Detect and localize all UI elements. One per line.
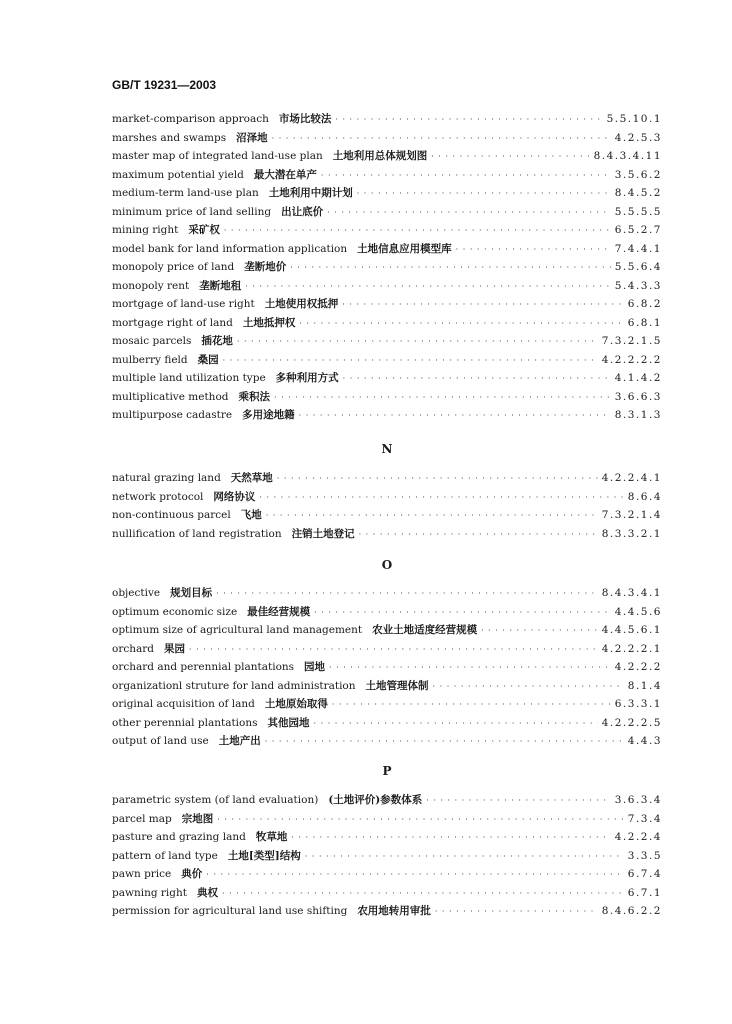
- entry-english-term: marshes and swamps: [112, 131, 227, 144]
- entry-clause-number: 4.2.2.4.1: [601, 472, 662, 484]
- entry-english-term: pawning right: [112, 886, 187, 899]
- index-entry: [112, 389, 662, 408]
- entry-chinese-term: 多种利用方式: [275, 372, 339, 384]
- section-letter-heading: N: [381, 442, 393, 456]
- entry-clause-number: 4.2.2.2.5: [601, 716, 662, 729]
- entry-chinese-term: 牧草地: [255, 831, 288, 843]
- entry-clause-number: 4.2.2.2.2: [601, 353, 662, 366]
- entry-chinese-term: 其他园地: [267, 716, 310, 729]
- entry-chinese-term: 土地原始取得: [264, 698, 328, 710]
- dot-leader: [343, 372, 611, 384]
- entry-english-term: mosaic parcels: [112, 335, 192, 347]
- index-entry: [112, 733, 662, 752]
- entry-english-term: orchard and perennial plantations: [112, 661, 295, 673]
- dot-leader: [327, 206, 611, 218]
- index-entry: [112, 296, 662, 315]
- entry-clause-number: 7.3.4: [627, 812, 662, 825]
- standard-number-header: GB/T 19231—2003: [112, 78, 217, 92]
- dot-leader: [277, 472, 598, 484]
- entry-clause-number: 5.5.10.1: [606, 113, 662, 125]
- section-p-entries: [112, 792, 662, 922]
- entry-clause-number: 4.2.2.4: [614, 831, 662, 843]
- index-entry: [112, 641, 662, 660]
- dot-leader: [314, 717, 598, 729]
- dot-leader: [189, 643, 598, 655]
- entry-chinese-term: 土地利用总体规划图: [332, 150, 428, 162]
- entry-chinese-term: 土地使用权抵押: [264, 298, 339, 310]
- dot-leader: [314, 606, 611, 618]
- entry-chinese-term: 注销土地登记: [291, 527, 355, 540]
- index-entry: [112, 829, 662, 848]
- index-entry: [112, 278, 662, 297]
- entry-english-term: parcel map: [112, 812, 172, 825]
- index-entry: [112, 885, 662, 904]
- dot-leader: [357, 187, 611, 199]
- entry-chinese-term: 网络协议: [213, 490, 256, 503]
- entry-english-term: multiple land utilization type: [112, 372, 266, 384]
- dot-leader: [321, 169, 611, 181]
- index-entry: [112, 407, 662, 426]
- entry-english-term: network protocol: [112, 490, 204, 503]
- dot-leader: [329, 661, 611, 673]
- dot-leader: [435, 905, 598, 917]
- index-entry: [112, 489, 662, 508]
- entry-chinese-term: (土地评价)参数体系: [328, 794, 423, 806]
- index-entry: [112, 241, 662, 260]
- section-m-entries: [112, 111, 662, 426]
- index-entry: [112, 866, 662, 885]
- entry-clause-number: 7.3.2.1.5: [601, 335, 662, 347]
- entry-english-term: monopoly price of land: [112, 261, 235, 273]
- dot-leader: [456, 243, 611, 255]
- entry-english-term: multiplicative method: [112, 390, 229, 403]
- index-entry: [112, 222, 662, 241]
- section-o-entries: [112, 585, 662, 752]
- entry-english-term: mortgage right of land: [112, 316, 233, 329]
- entry-chinese-term: 桑园: [197, 353, 219, 366]
- entry-clause-number: 7.3.2.1.4: [601, 509, 662, 521]
- index-entry: [112, 315, 662, 334]
- entry-clause-number: 4.1.4.2: [614, 372, 662, 384]
- entry-english-term: pawn price: [112, 868, 172, 880]
- entry-english-term: market-comparison approach: [112, 113, 269, 125]
- entry-chinese-term: 土地[类型]结构: [227, 849, 301, 862]
- dot-leader: [433, 680, 624, 692]
- entry-english-term: other perennial plantations: [112, 716, 258, 729]
- dot-leader: [299, 409, 611, 421]
- dot-leader: [291, 831, 610, 843]
- dot-leader: [274, 391, 611, 403]
- section-n-entries: [112, 470, 662, 544]
- dot-leader: [223, 354, 598, 366]
- entry-english-term: mining right: [112, 224, 179, 236]
- dot-leader: [359, 528, 598, 540]
- entry-chinese-term: 飞地: [240, 509, 262, 521]
- entry-chinese-term: 农用地转用审批: [357, 905, 431, 917]
- entry-clause-number: 6.8.2: [627, 298, 662, 310]
- entry-clause-number: 3.5.6.2: [614, 168, 662, 181]
- entry-clause-number: 4.4.5.6: [614, 605, 662, 618]
- index-entry: [112, 659, 662, 678]
- entry-english-term: permission for agricultural land use shifting: [112, 905, 348, 917]
- index-entry: [112, 715, 662, 734]
- entry-english-term: medium-term land-use plan: [112, 187, 259, 199]
- index-entry: [112, 792, 662, 811]
- entry-clause-number: 4.2.5.3: [614, 131, 662, 144]
- entry-chinese-term: 典权: [197, 886, 218, 899]
- index-entry: [112, 696, 662, 715]
- entry-english-term: minimum price of land selling: [112, 205, 272, 218]
- entry-english-term: pattern of land type: [112, 849, 218, 862]
- entry-clause-number: 8.6.4: [627, 490, 662, 503]
- entry-clause-number: 4.4.5.6.1: [601, 624, 662, 636]
- entry-clause-number: 3.6.3.4: [614, 794, 662, 806]
- entry-chinese-term: 市场比较法: [278, 113, 332, 125]
- entry-english-term: non-continuous parcel: [112, 509, 231, 521]
- index-entry: [112, 622, 662, 641]
- dot-leader: [272, 132, 611, 144]
- entry-clause-number: 6.7.1: [627, 886, 662, 899]
- entry-english-term: objective: [112, 587, 161, 599]
- entry-clause-number: 4.4.3: [627, 735, 662, 747]
- entry-clause-number: 4.2.2.2.1: [601, 642, 662, 655]
- dot-leader: [335, 113, 602, 125]
- entry-chinese-term: 沼泽地: [236, 131, 268, 144]
- entry-english-term: master map of integrated land-use plan: [112, 150, 323, 162]
- entry-english-term: nullification of land registration: [112, 527, 282, 540]
- index-entry: [112, 507, 662, 526]
- entry-clause-number: 8.3.3.2.1: [601, 527, 662, 540]
- entry-clause-number: 3.6.6.3: [614, 390, 662, 403]
- entry-chinese-term: 土地管理体制: [365, 679, 429, 692]
- entry-chinese-term: 最大潜在单产: [253, 168, 317, 181]
- entry-english-term: organizationl struture for land administration: [112, 679, 356, 692]
- dot-leader: [299, 317, 623, 329]
- entry-chinese-term: 规划目标: [170, 587, 213, 599]
- entry-clause-number: 6.8.1: [627, 316, 662, 329]
- entry-chinese-term: 土地信息应用模型库: [357, 242, 452, 255]
- entry-clause-number: 6.7.4: [627, 868, 662, 880]
- section-letter-heading: P: [382, 764, 392, 778]
- dot-leader: [216, 587, 598, 599]
- index-entry: [112, 678, 662, 697]
- entry-chinese-term: 土地抵押权: [242, 316, 296, 329]
- dot-leader: [259, 491, 623, 503]
- entry-chinese-term: 园地: [304, 661, 326, 673]
- index-entry: [112, 604, 662, 623]
- index-entry: [112, 130, 662, 149]
- entry-english-term: original acquisition of land: [112, 698, 255, 710]
- dot-leader: [237, 335, 598, 347]
- entry-clause-number: 8.4.6.2.2: [601, 905, 662, 917]
- entry-english-term: mortgage of land-use right: [112, 298, 255, 310]
- entry-english-term: multipurpose cadastre: [112, 409, 233, 421]
- entry-chinese-term: 农业土地适度经营规模: [372, 624, 478, 636]
- entry-english-term: orchard: [112, 642, 154, 655]
- index-entry: [112, 903, 662, 922]
- index-entry: [112, 848, 662, 867]
- entry-chinese-term: 土地利用中期计划: [268, 187, 353, 199]
- index-entry: [112, 259, 662, 278]
- entry-clause-number: 8.4.5.2: [614, 187, 662, 199]
- entry-english-term: parametric system (of land evaluation): [112, 794, 319, 806]
- dot-leader: [332, 698, 611, 710]
- entry-chinese-term: 垄断地价: [244, 261, 287, 273]
- entry-chinese-term: 土地产出: [218, 735, 261, 747]
- entry-clause-number: 8.4.3.4.11: [593, 150, 662, 162]
- entry-english-term: model bank for land information application: [112, 242, 348, 255]
- entry-english-term: optimum size of agricultural land management: [112, 624, 363, 636]
- entry-english-term: optimum economic size: [112, 605, 238, 618]
- dot-leader: [431, 150, 589, 162]
- entry-clause-number: 6.3.3.1: [614, 698, 662, 710]
- entry-chinese-term: 天然草地: [230, 472, 273, 484]
- entry-chinese-term: 出让底价: [281, 205, 324, 218]
- dot-leader: [217, 813, 624, 825]
- entry-english-term: maximum potential yield: [112, 168, 244, 181]
- index-entry: [112, 370, 662, 389]
- entry-clause-number: 4.2.2.2: [614, 661, 662, 673]
- index-entry: [112, 585, 662, 604]
- dot-leader: [245, 280, 611, 292]
- entry-chinese-term: 乘积法: [238, 390, 270, 403]
- dot-leader: [206, 868, 624, 880]
- entry-clause-number: 5.5.5.5: [614, 205, 662, 218]
- entry-clause-number: 7.4.4.1: [614, 242, 662, 255]
- entry-chinese-term: 宗地图: [181, 812, 214, 825]
- dot-leader: [224, 224, 611, 236]
- entry-english-term: mulberry field: [112, 353, 188, 366]
- entry-chinese-term: 果园: [164, 642, 185, 655]
- index-entry: [112, 470, 662, 489]
- entry-clause-number: 8.4.3.4.1: [601, 587, 662, 599]
- entry-chinese-term: 多用途地籍: [242, 409, 295, 421]
- dot-leader: [222, 887, 624, 899]
- entry-chinese-term: 插花地: [201, 335, 233, 347]
- entry-clause-number: 8.1.4: [627, 679, 662, 692]
- index-entry: [112, 526, 662, 545]
- entry-chinese-term: 垄断地租: [199, 279, 242, 292]
- index-entry: [112, 185, 662, 204]
- index-entry: [112, 167, 662, 186]
- dot-leader: [265, 735, 624, 747]
- entry-english-term: natural grazing land: [112, 472, 221, 484]
- entry-clause-number: 3.3.5: [627, 849, 662, 862]
- index-entry: [112, 811, 662, 830]
- index-entry: [112, 333, 662, 352]
- entry-english-term: output of land use: [112, 735, 209, 747]
- index-entry: [112, 352, 662, 371]
- dot-leader: [290, 261, 611, 273]
- index-entry: [112, 204, 662, 223]
- index-entry: [112, 111, 662, 130]
- entry-english-term: pasture and grazing land: [112, 831, 246, 843]
- dot-leader: [266, 509, 598, 521]
- entry-english-term: monopoly rent: [112, 279, 190, 292]
- entry-clause-number: 5.4.3.3: [614, 279, 662, 292]
- dot-leader: [481, 624, 598, 636]
- section-letter-heading: O: [381, 558, 393, 572]
- entry-chinese-term: 典价: [181, 868, 203, 880]
- entry-chinese-term: 采矿权: [188, 224, 220, 236]
- entry-clause-number: 5.5.6.4: [614, 261, 662, 273]
- dot-leader: [426, 794, 611, 806]
- entry-chinese-term: 最佳经营规模: [247, 605, 311, 618]
- index-entry: [112, 148, 662, 167]
- dot-leader: [342, 298, 624, 310]
- dot-leader: [305, 850, 624, 862]
- entry-clause-number: 6.5.2.7: [614, 224, 662, 236]
- entry-clause-number: 8.3.1.3: [614, 409, 662, 421]
